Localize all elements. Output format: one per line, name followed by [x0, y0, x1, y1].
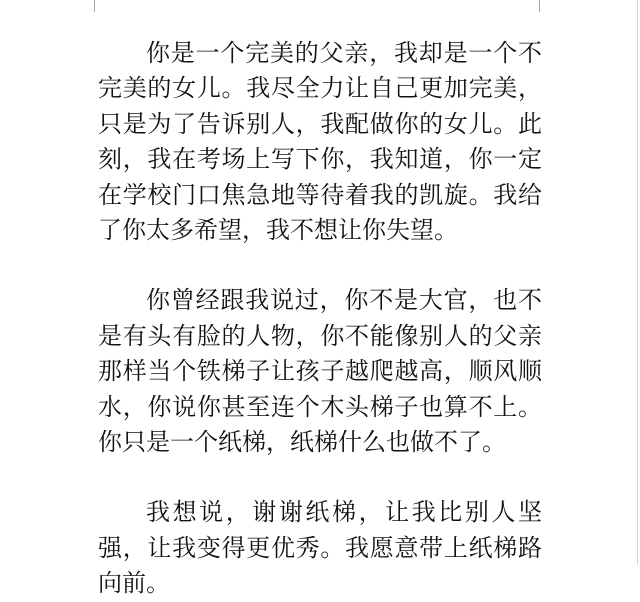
crop-mark-left	[94, 0, 95, 12]
crop-mark-right	[539, 0, 540, 12]
paragraph-2[interactable]: 你曾经跟我说过，你不是大官，也不是有头有脸的人物，你不能像别人的父亲那样当个铁梯子让孩子越爬越高，顺风顺水，你说你甚至连个木头梯子也算不上。你只是一个纸梯，纸梯什么也做不了。	[98, 286, 542, 457]
document-body[interactable]	[98, 36, 542, 602]
paragraph-3[interactable]: 我想说，谢谢纸梯，让我比别人坚强，让我变得更优秀。我愿意带上纸梯路向前。	[98, 498, 542, 598]
paragraph-1[interactable]: 你是一个完美的父亲，我却是一个不完美的女儿。我尽全力让自己更加完美，只是为了告诉别人，我配做你的女儿。此刻，我在考场上写下你，我知道，你一定在学校门口焦急地等待着我的凯旋。我给了你太多希望，我不想让你失望。	[98, 39, 542, 245]
